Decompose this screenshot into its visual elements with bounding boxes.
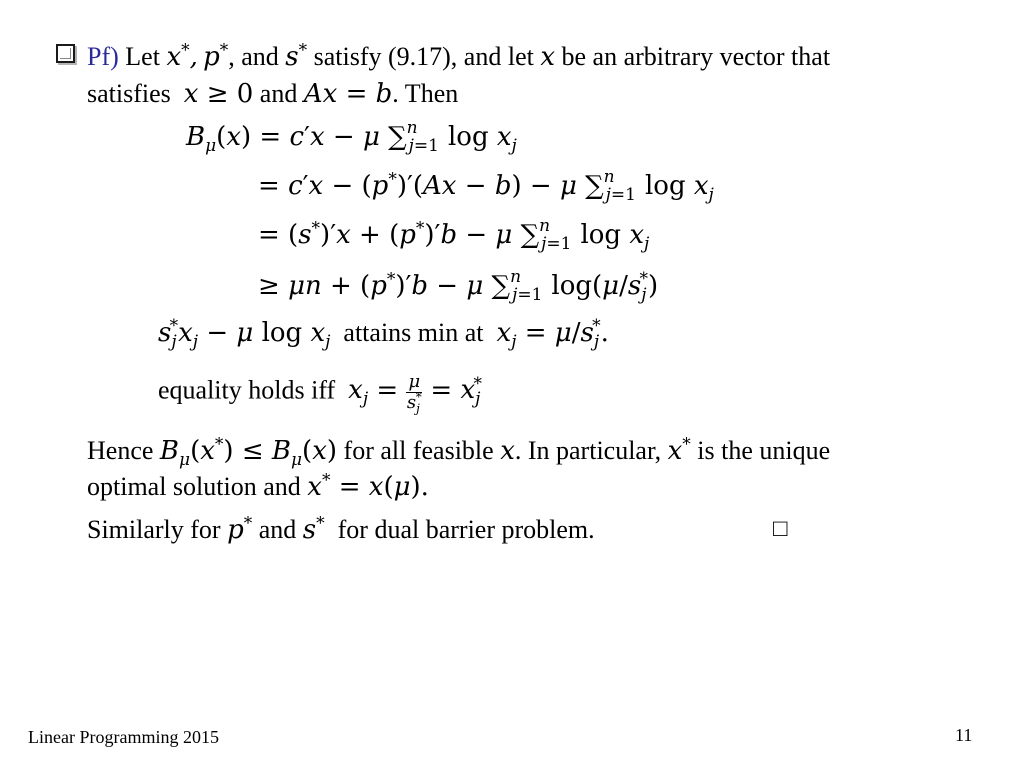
math-s-star: s* (285, 40, 308, 72)
math-x: x (540, 42, 556, 72)
equality-line: equality holds iff $x_j$ = $\frac{\mu}{s_j^*}$ = $x_j^*$ (158, 371, 482, 416)
satisfies-text: satisfies (87, 79, 171, 108)
then-text: . Then (392, 79, 459, 108)
particular-text: . In particular, (514, 436, 662, 465)
equality-text: equality holds iff (158, 375, 336, 405)
satisfy-text: satisfy (9.17), and let (313, 42, 534, 71)
arbitrary-text: be an arbitrary vector that (561, 42, 831, 71)
dual-text: for dual barrier problem. (337, 515, 595, 544)
attains-text: attains min at (343, 318, 484, 347)
hence-text: Hence (87, 436, 154, 465)
equation-line-3: = (s*)′x + (p*)′b − μ ∑$^n_{j=1}$ $\log x_j$ (258, 216, 650, 255)
similarly-line: Similarly for p* and s* for dual barrier problem. (87, 513, 595, 545)
proof-line-1 (87, 40, 831, 72)
hence-line-2: optimal solution and x* = x(μ). (87, 470, 429, 502)
math-x-star: x*, p* (166, 40, 229, 72)
and-text: , and (228, 42, 279, 71)
pf-label: Pf) (87, 42, 119, 71)
fraction-mu-over-s: $\frac{\mu}{s_j^*}$ (406, 371, 422, 416)
page-number: 11 (955, 725, 973, 745)
unique-text: is the unique (697, 436, 831, 465)
hence-line-1: Hence $B_\mu(x^*) \le B_\mu(x)$ for all feasible x. In particular, x* is the unique (87, 434, 831, 471)
equation-line-4: ≥ μn + (p*)′b − μ ∑$^n_{j=1}$ $\log(\mu/s_j^*)$ (258, 267, 659, 306)
optimal-text: optimal solution and (87, 472, 301, 501)
similarly-text: Similarly for (87, 515, 221, 544)
let-text: Let (125, 42, 160, 71)
and-text-3: and (258, 515, 297, 544)
attains-min-line: $s_j^*x_j - \mu$ $\log x_j$ attains min at $x_j = \mu/s_j^*$. (158, 316, 609, 353)
equation-line-1: $B_\mu(x) = c'x - \mu$ ∑$^n_{j=1}$ $\log x_j$ (186, 118, 517, 157)
math-x-geq-0: x ≥ 0 (183, 79, 254, 109)
math-ax-eq-b: Ax = b (303, 79, 393, 109)
proof-line-2 (87, 81, 458, 107)
bullet-checkbox-icon (56, 44, 75, 63)
and-text-2: and (259, 79, 298, 108)
qed-box-icon: □ (773, 516, 788, 542)
footer-title: Linear Programming 2015 (28, 727, 219, 747)
feasible-text: for all feasible (343, 436, 494, 465)
equation-line-2: = c′x − (p*)′(Ax − b) − μ ∑$^n_{j=1}$ $\log x_j$ (258, 167, 714, 206)
